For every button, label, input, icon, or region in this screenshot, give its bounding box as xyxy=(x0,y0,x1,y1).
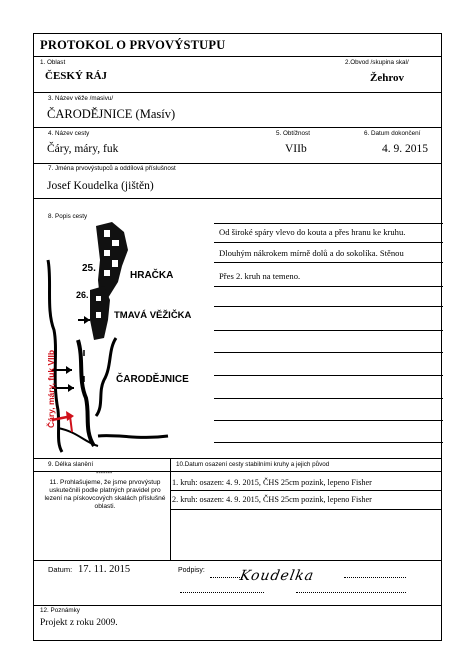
sketch-label-hracka: HRAČKA xyxy=(130,270,174,281)
completion-date-label: 6. Datum dokončení xyxy=(364,130,421,137)
description-line-2: Dlouhým nákrokem mírně dolů a do sokolíka. Stěnou xyxy=(219,248,404,258)
description-line-3: Přes 2. kruh na temeno. xyxy=(219,271,301,281)
ruled-line xyxy=(214,306,443,307)
climbers-value: Josef Koudelka (jištěn) xyxy=(47,180,154,192)
area-label: 1. Oblast xyxy=(40,59,66,66)
divider xyxy=(34,56,441,57)
signature-line xyxy=(296,592,406,593)
ruled-line xyxy=(214,286,443,287)
date-label: Datum: xyxy=(48,565,73,574)
first-ascent-protocol-form xyxy=(33,33,442,641)
ruled-line xyxy=(214,375,443,376)
divider xyxy=(34,560,441,561)
tower-value: ČARODĚJNICE (Masív) xyxy=(47,107,176,121)
rappel-length-value: ------- xyxy=(96,470,113,477)
divider xyxy=(34,458,441,459)
divider xyxy=(34,127,441,128)
sketch-label-26: 26. xyxy=(76,290,89,300)
signature-line xyxy=(210,577,242,578)
area-value: ČESKÝ RÁJ xyxy=(45,70,108,82)
difficulty-value: VIIb xyxy=(285,143,307,155)
notes-label: 12. Poznámky xyxy=(40,607,80,614)
divider xyxy=(34,92,441,93)
rappel-length-label: 9. Délka slanění xyxy=(48,461,94,468)
declaration-date: 17. 11. 2015 xyxy=(78,564,131,575)
sketch-route-label: Čáry, máry, fuk VIIb xyxy=(46,349,56,428)
notes-value: Projekt z roku 2009. xyxy=(40,618,118,628)
ruled-line xyxy=(214,330,443,331)
tower-label: 3. Název věže /masivu/ xyxy=(48,95,114,102)
sketch-label-tmava-vezicka: TMAVÁ VĚŽIČKA xyxy=(114,310,192,321)
route-name-value: Čáry, máry, fuk xyxy=(47,143,119,155)
signature-line xyxy=(180,592,264,593)
signature-line xyxy=(344,577,406,578)
sketch-label-carodejnice: ČARODĚJNICE xyxy=(116,374,189,385)
sketch-label-25: 25. xyxy=(82,263,96,274)
divider xyxy=(170,509,441,510)
ruled-line xyxy=(214,420,443,421)
route-description-label: 8. Popis cesty xyxy=(48,213,88,220)
ruled-line xyxy=(214,352,443,353)
district-value: Žehrov xyxy=(370,72,405,84)
ruled-line xyxy=(214,398,443,399)
ruled-line xyxy=(214,262,443,263)
anchor-1: 1. kruh: osazen: 4. 9. 2015, ČHS 25cm pozink, lepeno Fisher xyxy=(172,478,372,487)
district-label: 2.Obvod /skupina skal/ xyxy=(345,59,409,66)
difficulty-label: 5. Obtížnost xyxy=(276,130,310,137)
signature-handwriting: Koudelka xyxy=(238,568,316,584)
ruled-line xyxy=(214,442,443,443)
completion-date-value: 4. 9. 2015 xyxy=(382,143,428,155)
anchor-2: 2. kruh: osazen: 4. 9. 2015, ČHS 25cm pozink, lepeno Fisher xyxy=(172,495,372,504)
divider xyxy=(34,163,441,164)
signatures-label: Podpisy: xyxy=(178,567,205,574)
ruled-line xyxy=(214,223,443,224)
divider xyxy=(34,198,441,199)
route-name-label: 4. Název cesty xyxy=(48,130,90,137)
page-title: PROTOKOL O PRVOVÝSTUPU xyxy=(40,38,226,52)
route-topo-sketch xyxy=(38,220,218,455)
divider xyxy=(34,605,441,606)
anchors-label: 10.Datum osazení cesty stabilními kruhy a jejich původ xyxy=(176,461,330,468)
divider xyxy=(34,471,441,472)
description-line-1: Od široké spáry vlevo do kouta a přes hranu ke kruhu. xyxy=(219,227,406,237)
ruled-line xyxy=(214,242,443,243)
climbers-label: 7. Jména prvovýstupců a oddílová příslušnost xyxy=(48,165,176,172)
divider xyxy=(170,490,441,491)
declaration-text: 11. Prohlašujeme, že jsme prvovýstup uskutečnili podle platných pravidel pro lezení na pískovcových skalách příslušné oblasti. xyxy=(44,479,166,510)
